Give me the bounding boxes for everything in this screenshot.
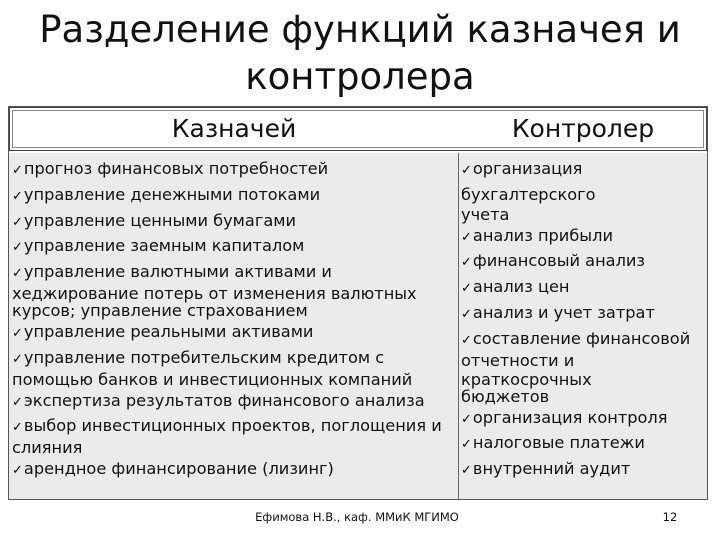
- list-item-text-continuation: учета: [461, 204, 510, 224]
- list-item-text: арендное финансирование (лизинг): [23, 459, 334, 479]
- list-item-text: анализ прибыли: [472, 225, 613, 245]
- list-item: [461, 406, 705, 432]
- list-item-text: организация бухгалтерского: [461, 159, 596, 204]
- slide-title: [0, 6, 720, 100]
- list-item: [12, 320, 452, 346]
- checkmark-icon: ✓: [461, 229, 472, 245]
- checkmark-icon: ✓: [12, 214, 23, 230]
- checkmark-icon: ✓: [461, 306, 472, 322]
- header-controller: Контролер: [511, 114, 655, 143]
- checkmark-icon: ✓: [461, 463, 472, 479]
- list-item: [461, 301, 705, 327]
- list-item: [12, 157, 452, 183]
- table-body-row: [9, 153, 707, 499]
- list-item: [12, 346, 452, 389]
- list-item-text-continuation: помощью банков и инвестиционных компаний: [12, 369, 413, 389]
- header-treasurer: Казначей: [171, 114, 297, 143]
- list-item: [461, 457, 705, 483]
- list-item: [12, 260, 452, 320]
- checkmark-icon: ✓: [12, 394, 23, 410]
- list-item: [461, 431, 705, 457]
- list-item: [12, 414, 452, 457]
- checkmark-icon: ✓: [12, 325, 23, 341]
- list-item-text: управление реальными активами: [23, 321, 314, 341]
- checkmark-icon: ✓: [12, 188, 23, 204]
- list-item-text: налоговые платежи: [472, 433, 645, 453]
- list-item: [461, 275, 705, 301]
- list-item-text: выбор инвестиционных проектов, поглощения и: [23, 416, 442, 436]
- list-item: [461, 157, 705, 224]
- list-item-text: анализ и учет затрат: [472, 302, 655, 322]
- list-item-text: управление ценными бумагами: [23, 210, 296, 230]
- list-item-text: анализ цен: [472, 277, 570, 297]
- controller-functions-list: [461, 157, 705, 483]
- list-item-text: прогноз финансовых потребностей: [23, 159, 329, 178]
- list-item-text: управление потребительским кредитом с: [23, 347, 385, 367]
- functions-table: [8, 106, 708, 500]
- list-item-text: управление заемным капиталом: [23, 236, 305, 256]
- checkmark-icon: ✓: [461, 255, 472, 271]
- checkmark-icon: ✓: [461, 411, 472, 427]
- list-item: [12, 209, 452, 235]
- list-item-text: составление финансовой: [472, 328, 691, 348]
- treasurer-functions-list: [12, 157, 452, 483]
- slide-title-line-1: Разделение функций казначея и: [39, 8, 681, 51]
- list-item-text-continuation: хеджирование потерь от изменения валютных: [12, 283, 417, 303]
- checkmark-icon: ✓: [12, 240, 23, 256]
- slide-title-line-2: контролера: [245, 55, 475, 98]
- table-header-row: [9, 107, 707, 151]
- list-item: [12, 183, 452, 209]
- list-item: [12, 457, 452, 483]
- list-item-text-continuation: слияния: [12, 438, 83, 458]
- checkmark-icon: ✓: [461, 163, 472, 178]
- checkmark-icon: ✓: [12, 420, 23, 436]
- list-item-text-continuation: бюджетов: [461, 386, 550, 406]
- list-item-text: управление валютными активами и: [23, 262, 332, 282]
- list-item-text: внутренний аудит: [472, 459, 631, 479]
- checkmark-icon: ✓: [461, 437, 472, 453]
- column-divider: [458, 153, 459, 499]
- page-number: 12: [662, 510, 678, 524]
- checkmark-icon: ✓: [12, 163, 23, 178]
- checkmark-icon: ✓: [461, 332, 472, 348]
- list-item: [12, 234, 452, 260]
- list-item: [461, 224, 705, 250]
- list-item-text-continuation: курсов; управление страхованием: [12, 300, 308, 320]
- list-item: [461, 249, 705, 275]
- footer-author: Ефимова Н.В., каф. ММиК МГИМО: [255, 510, 459, 524]
- checkmark-icon: ✓: [12, 351, 23, 367]
- checkmark-icon: ✓: [461, 281, 472, 297]
- list-item-text: финансовый анализ: [472, 251, 646, 271]
- list-item-text-continuation: отчетности и краткосрочных: [461, 350, 592, 389]
- list-item: [12, 389, 452, 415]
- checkmark-icon: ✓: [12, 266, 23, 282]
- list-item-text: экспертиза результатов финансового анализа: [23, 390, 425, 410]
- list-item-text: организация контроля: [472, 407, 668, 427]
- checkmark-icon: ✓: [12, 463, 23, 479]
- list-item-text: управление денежными потоками: [23, 184, 321, 204]
- list-item: [461, 327, 705, 406]
